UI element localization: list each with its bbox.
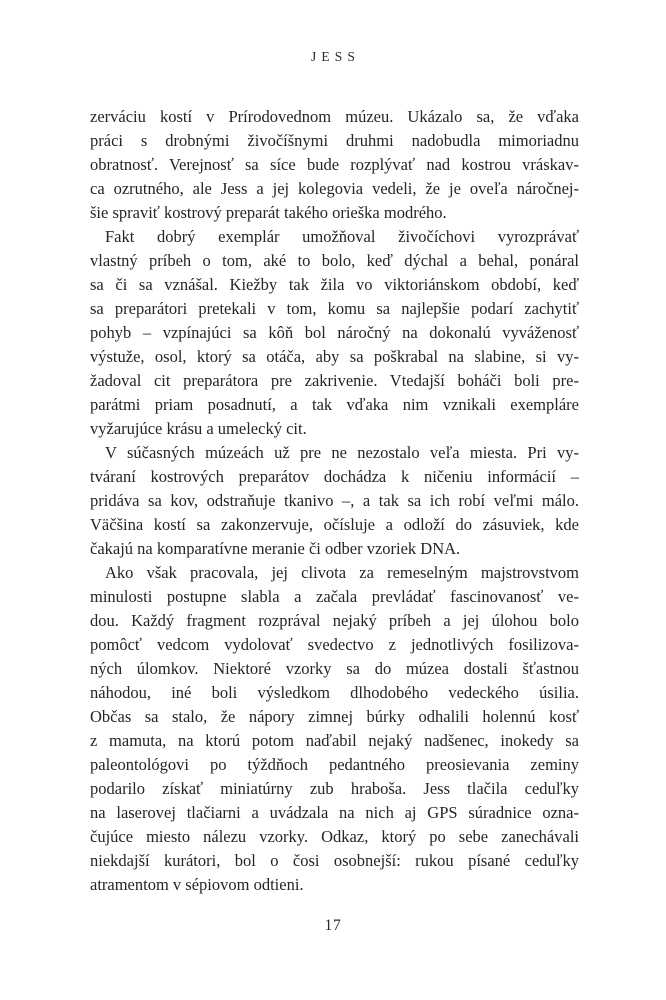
text-line: žadoval cit preparátora pre zakrivenie. Vtedajší boháči boli pre- (90, 371, 579, 390)
text-line: vyžarujúce krásu a umelecký cit. (90, 419, 307, 438)
text-line: vlastný príbeh o tom, aké to bolo, keď dýchal a behal, ponáral (90, 251, 579, 270)
text-line: práci s drobnými živočíšnymi druhmi nadobudla mimoriadnu (90, 131, 579, 150)
text-line: niekdajší kurátori, bol o čosi osobnejší: rukou písané ceduľky (90, 851, 579, 870)
text-line: pridáva sa kov, odstraňuje tkanivo –, a tak sa ich robí veľmi málo. (90, 491, 579, 510)
text-line: dou. Každý fragment rozprával nejaký príbeh a jej úlohou bolo (90, 611, 579, 630)
text-line: čakajú na komparatívne meranie či odber vzoriek DNA. (90, 539, 461, 558)
paragraph (90, 105, 579, 225)
text-line: ných úlomkov. Niektoré vzorky sa do múzea dostali šťastnou (90, 659, 579, 678)
text-line: parátmi priam posadnutí, a tak vďaka nim vznikali exempláre (90, 395, 579, 414)
text-line: podarilo získať miniatúrny zub hraboša. Jess tlačila ceduľky (90, 779, 579, 798)
running-header: JESS (311, 49, 361, 64)
text-line: atramentom v sépiovom odtieni. (90, 875, 304, 894)
text-line: pohyb – vzpínajúci sa kôň bol náročný na dokonalú vyváženosť (90, 323, 579, 342)
text-line: Väčšina kostí sa zakonzervuje, očísluje a odloží do zásuviek, kde (90, 515, 579, 534)
text-line: čujúce miesto nálezu vzorky. Odkaz, ktorý po sebe zanechávali (90, 827, 579, 846)
text-line: sa preparátori pretekali v tom, komu sa najlepšie podarí zachytiť (90, 299, 579, 318)
text-line: obratnosť. Verejnosť sa síce bude rozplývať nad kostrou vráskav- (90, 155, 579, 174)
text-line: pomôcť vedcom vydolovať svedectvo z jednotlivých fosilizova- (90, 635, 579, 654)
text-line: výstuže, osol, ktorý sa otáča, aby sa poškrabal na slabine, si vy- (90, 347, 579, 366)
text-line: z mamuta, na ktorú potom naďabil nejaký nadšenec, inokedy sa (90, 731, 579, 750)
text-line: paleontológovi po týždňoch pedantného preosievania zeminy (90, 755, 579, 774)
body-text (90, 105, 579, 897)
text-line: náhodou, iné boli výsledkom dlhodobého vedeckého úsilia. (90, 683, 579, 702)
text-line: na laserovej tlačiarni a uvádzala na nich aj GPS súradnice ozna- (90, 803, 579, 822)
text-line: V súčasných múzeách už pre ne nezostalo veľa miesta. Pri vy- (105, 443, 579, 462)
page-number: 17 (324, 917, 342, 934)
text-line: zerváciu kostí v Prírodovednom múzeu. Ukázalo sa, že vďaka (90, 107, 579, 126)
text-line: šie spraviť kostrový preparát takého orieška modrého. (90, 203, 447, 222)
text-line: tváraní kostrových preparátov dochádza k ničeniu informácií – (90, 467, 579, 486)
text-line: minulosti postupne slabla a začala prevládať fascinovanosť ve- (90, 587, 579, 606)
paragraph (90, 561, 579, 897)
paragraph (90, 225, 579, 441)
text-line: sa či sa vznášal. Kiežby tak žila vo viktoriánskom období, keď (90, 275, 579, 294)
text-line: Fakt dobrý exemplár umožňoval živočíchovi vyrozprávať (105, 227, 579, 246)
text-line: Ako však pracovala, jej clivota za remeselným majstrovstvom (105, 563, 579, 582)
text-line: ca ozrutného, ale Jess a jej kolegovia vedeli, že je oveľa náročnej- (90, 179, 579, 198)
text-line: Občas sa stalo, že nápory zimnej búrky odhalili holennú kosť (90, 707, 579, 726)
paragraph (90, 441, 579, 561)
